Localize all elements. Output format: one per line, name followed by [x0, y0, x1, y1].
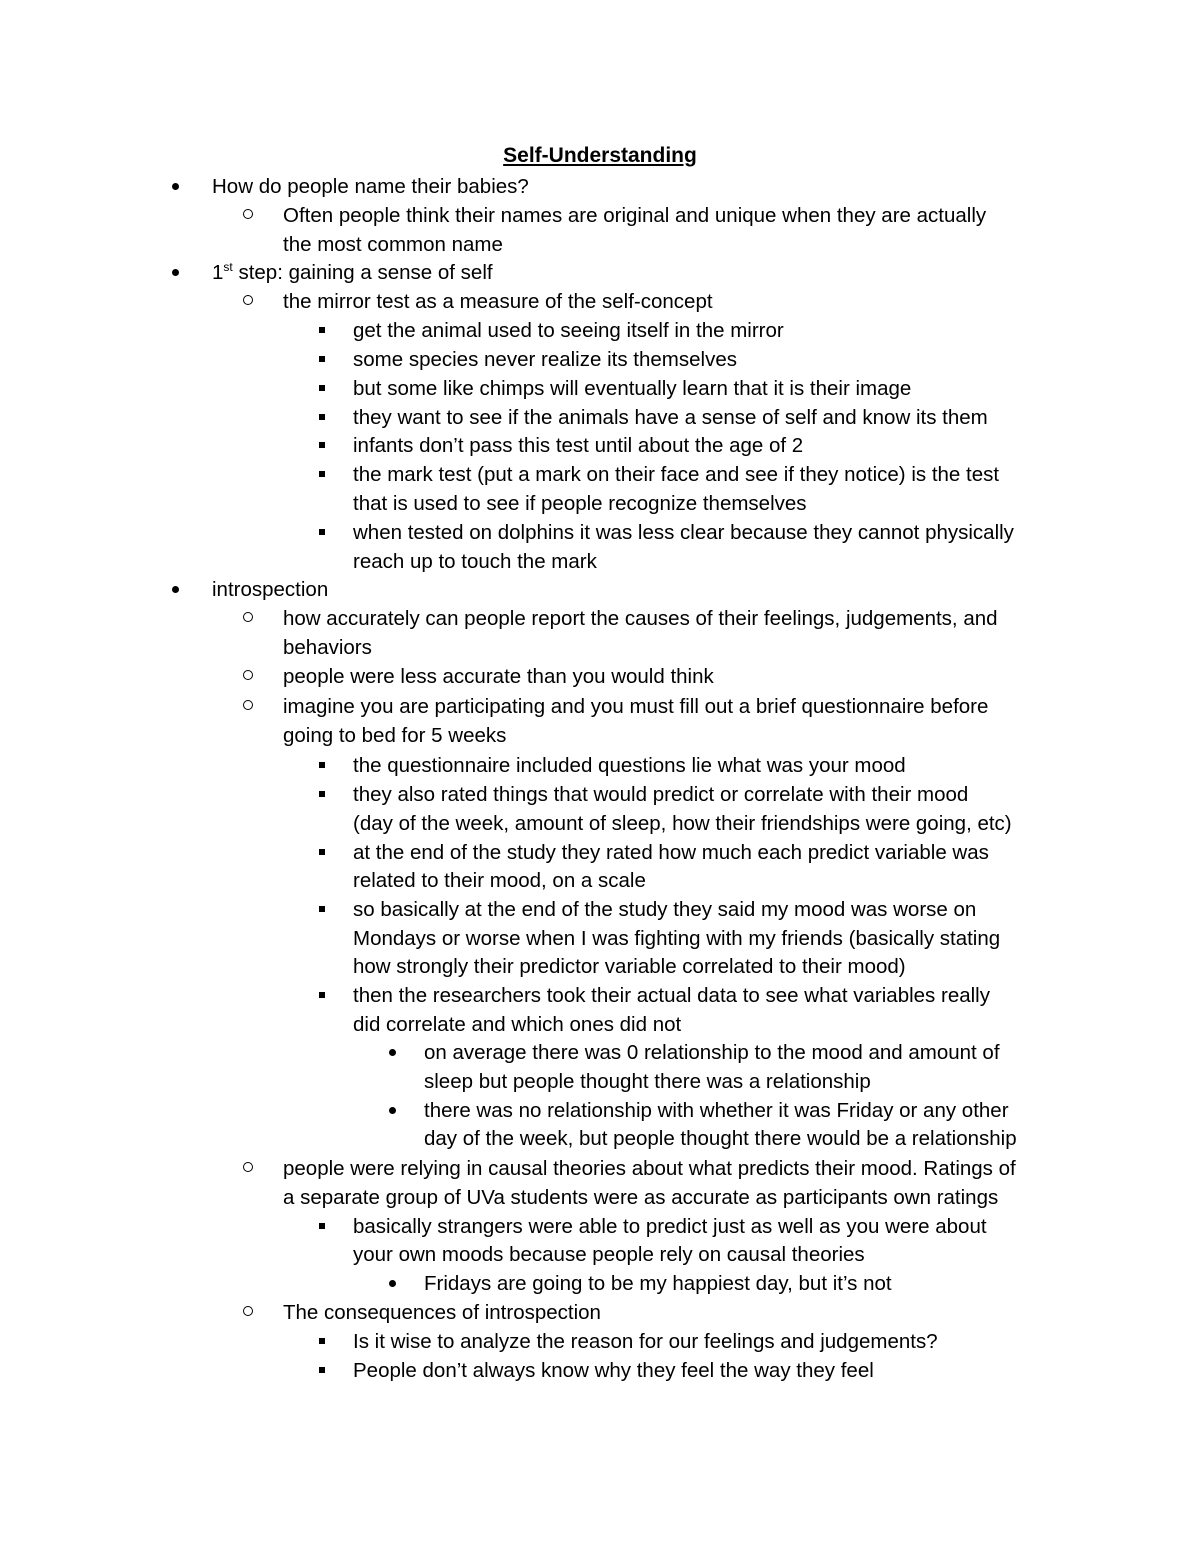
list-item-text: did correlate and which ones did not	[353, 1013, 682, 1036]
list-item-text: people were less accurate than you would think	[283, 665, 714, 688]
list-item-text: that is used to see if people recognize themselves	[353, 492, 807, 515]
list-item-text: the most common name	[283, 233, 503, 256]
list-item-text: some species never realize its themselves	[353, 348, 737, 371]
list-item-text: Mondays or worse when I was fighting with my friends (basically stating	[353, 927, 1001, 950]
list-item-text: reach up to touch the mark	[353, 550, 597, 573]
list-item-text: they also rated things that would predict or correlate with their mood	[353, 783, 969, 806]
list-item-text: (day of the week, amount of sleep, how their friendships were going, etc)	[353, 812, 1012, 835]
list-item-text: How do people name their babies?	[212, 175, 529, 198]
list-item-text: The consequences of introspection	[283, 1301, 601, 1324]
list-item-text: get the animal used to seeing itself in the mirror	[353, 319, 784, 342]
list-item-text: 1st step: gaining a sense of self	[212, 260, 493, 284]
list-item-text: then the researchers took their actual data to see what variables really	[353, 984, 990, 1007]
list-item-text: infants don’t pass this test until about the age of 2	[353, 434, 804, 457]
list-item-text: imagine you are participating and you must fill out a brief questionnaire before	[283, 695, 989, 718]
list-item-text: related to their mood, on a scale	[353, 869, 646, 892]
list-item-text: the mirror test as a measure of the self-concept	[283, 290, 713, 313]
list-item-text: people were relying in causal theories about what predicts their mood. Ratings of	[283, 1157, 1016, 1180]
list-item-text: on average there was 0 relationship to the mood and amount of	[424, 1041, 1000, 1064]
list-item-text: basically strangers were able to predict just as well as you were about	[353, 1215, 987, 1238]
list-item-text: at the end of the study they rated how much each predict variable was	[353, 841, 989, 864]
list-item-text: but some like chimps will eventually learn that it is their image	[353, 377, 912, 400]
list-item-text: there was no relationship with whether it was Friday or any other	[424, 1099, 1009, 1122]
list-item-text: how strongly their predictor variable correlated to their mood)	[353, 955, 906, 978]
list-item-text: sleep but people thought there was a relationship	[424, 1070, 871, 1093]
list-item-text: Often people think their names are original and unique when they are actually	[283, 204, 987, 227]
list-item-text: your own moods because people rely on causal theories	[353, 1243, 865, 1266]
list-item-text: behaviors	[283, 636, 372, 659]
list-item-text: how accurately can people report the causes of their feelings, judgements, and	[283, 607, 998, 630]
list-item-text: they want to see if the animals have a sense of self and know its them	[353, 406, 988, 429]
list-item-text: introspection	[212, 578, 329, 601]
page-title: Self-Understanding	[503, 144, 697, 167]
list-item-text: the mark test (put a mark on their face and see if they notice) is the test	[353, 463, 1000, 486]
list-item-text: Is it wise to analyze the reason for our feelings and judgements?	[353, 1330, 938, 1353]
list-item-text: day of the week, but people thought there would be a relationship	[424, 1127, 1017, 1150]
list-item-text: the questionnaire included questions lie what was your mood	[353, 754, 906, 777]
list-item-text: when tested on dolphins it was less clear because they cannot physically	[353, 521, 1014, 544]
list-item-text: People don’t always know why they feel the way they feel	[353, 1359, 874, 1382]
list-item-text: a separate group of UVa students were as accurate as participants own ratings	[283, 1186, 999, 1209]
list-item-text: going to bed for 5 weeks	[283, 724, 507, 747]
list-item-text: so basically at the end of the study they said my mood was worse on	[353, 898, 977, 921]
list-item-text: Fridays are going to be my happiest day, but it’s not	[424, 1272, 892, 1295]
